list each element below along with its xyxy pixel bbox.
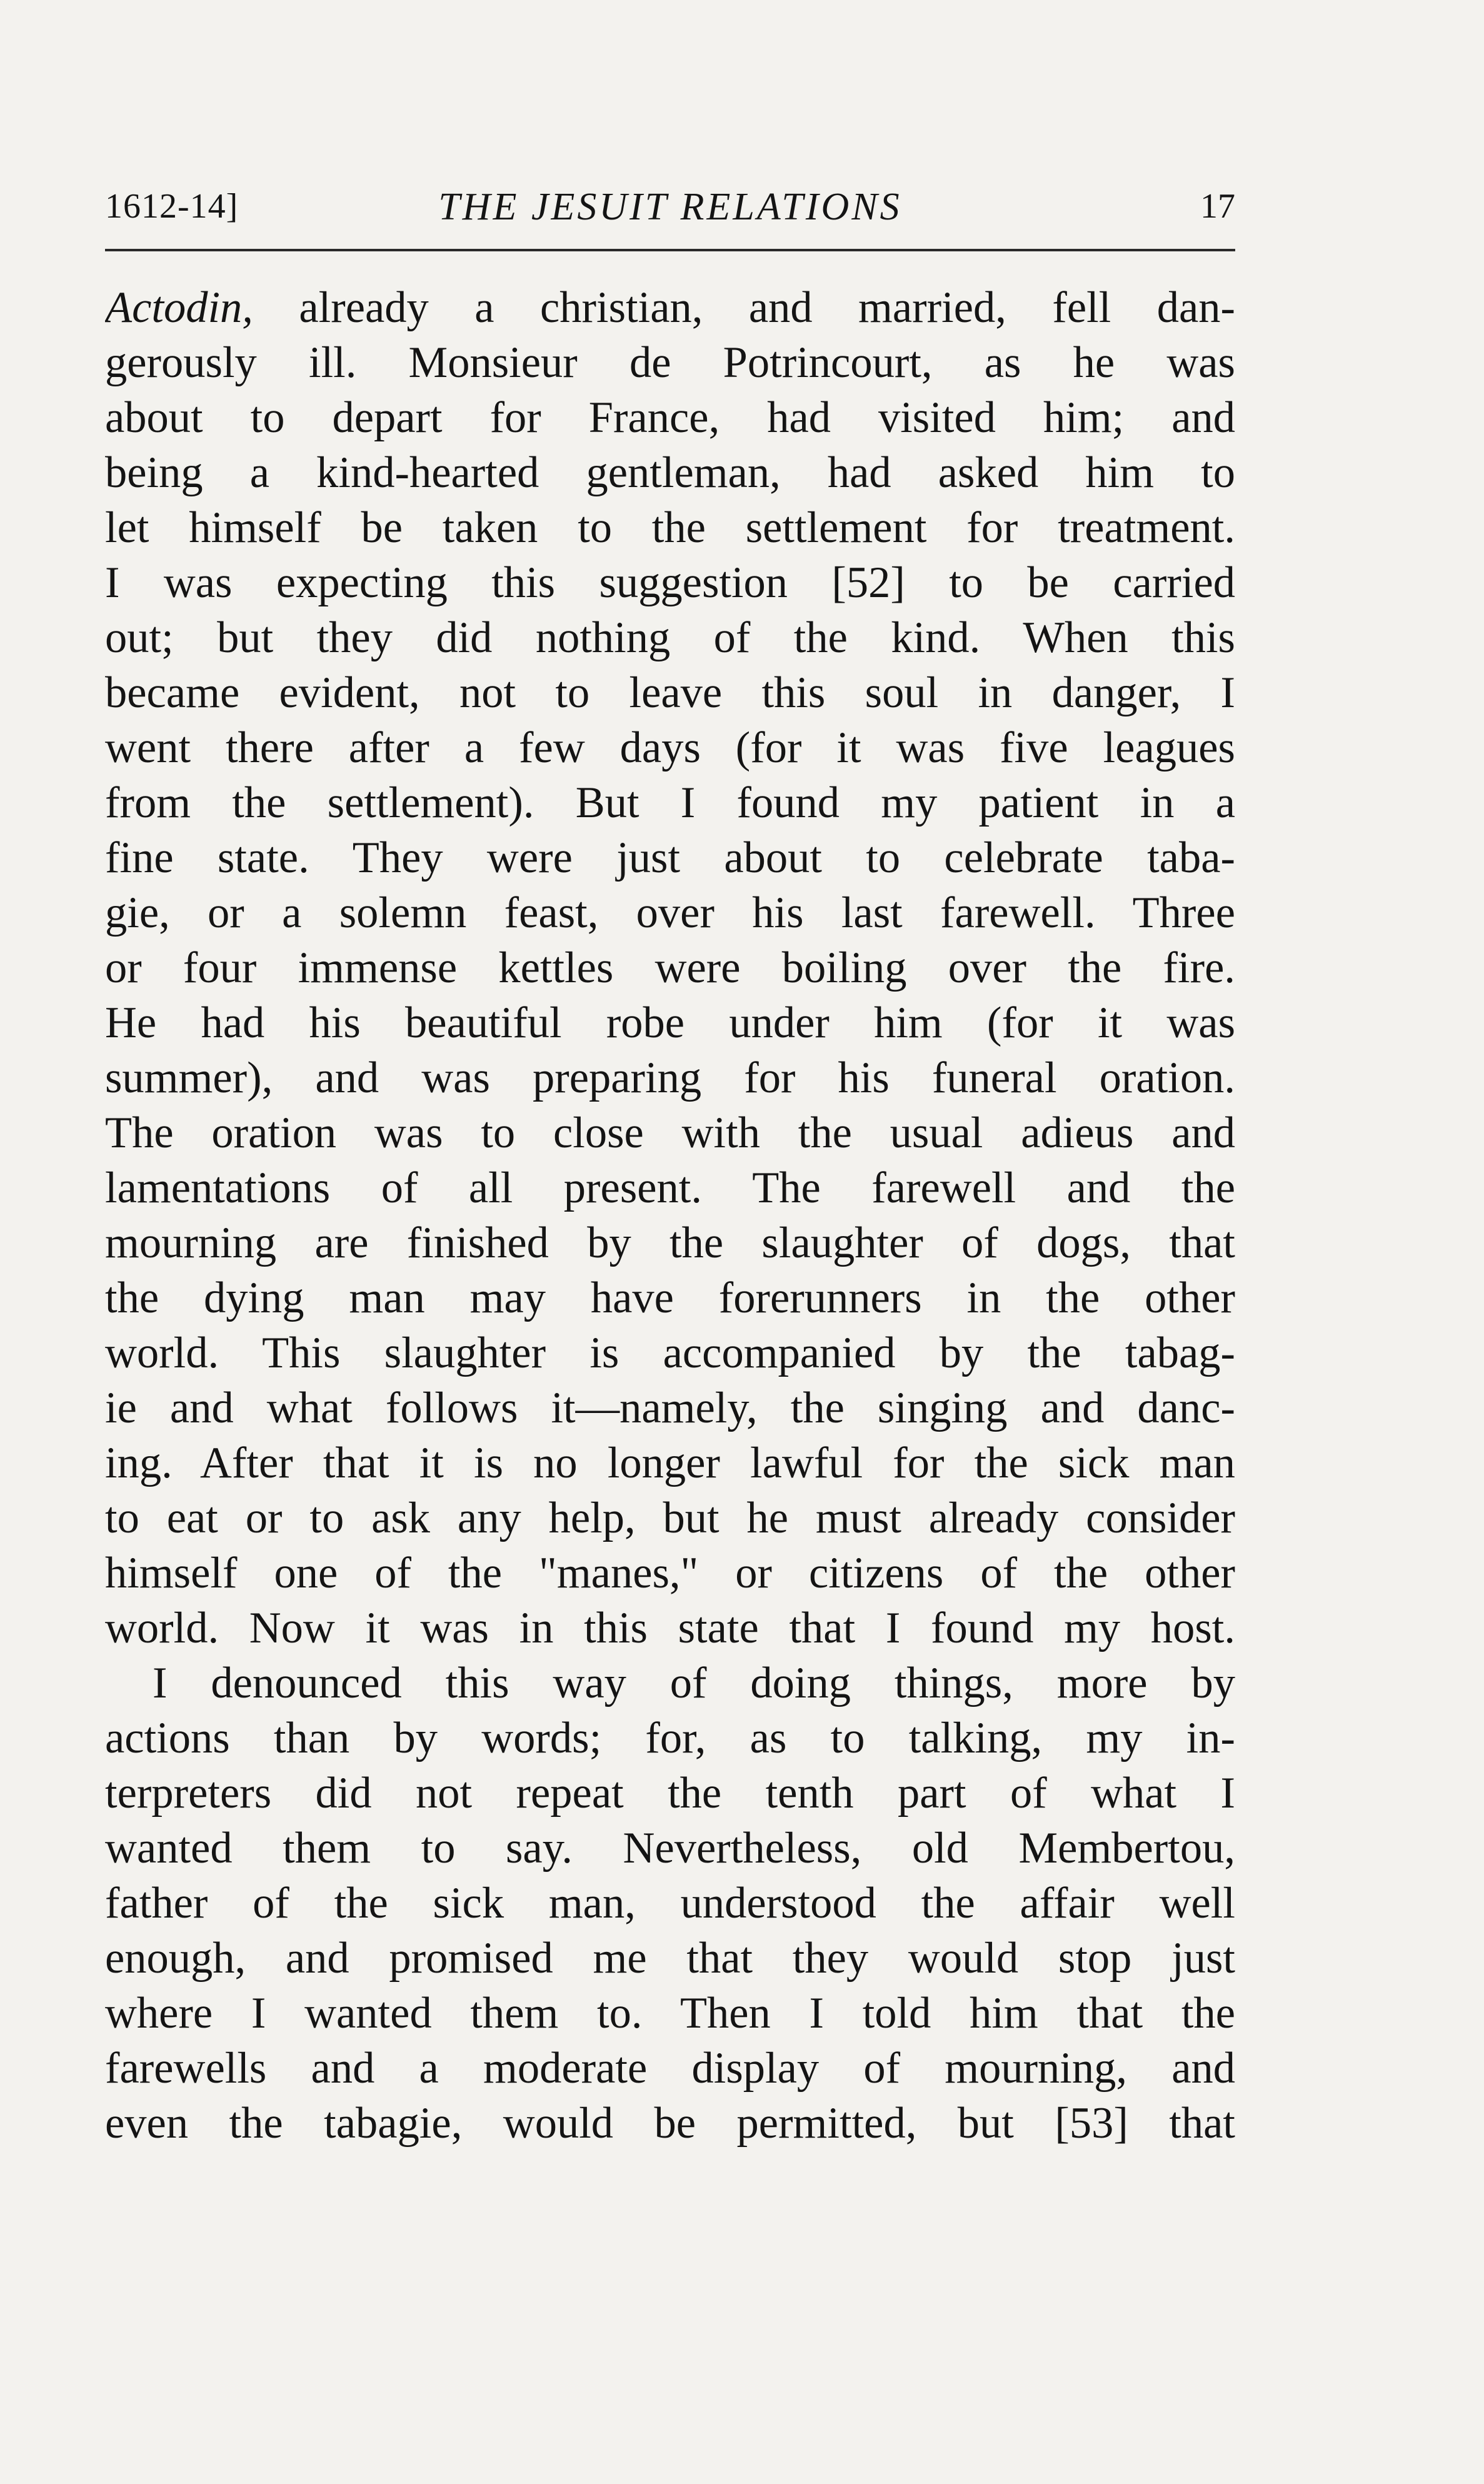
- italic-name: Actodin,: [105, 283, 253, 332]
- body-text: [105, 280, 1235, 2151]
- text-line: fine state. They were just about to celebrate taba-: [105, 833, 1235, 882]
- text-line: ing. After that it is no longer lawful for the sick man: [105, 1439, 1235, 1487]
- page-number: 17: [1200, 187, 1235, 226]
- text-line: mourning are finished by the slaughter of dogs, that: [105, 1219, 1235, 1267]
- text-line: Actodin, already a christian, and married, fell dan-: [105, 283, 1235, 332]
- text-line: about to depart for France, had visited him; and: [105, 393, 1235, 442]
- text-line: gerously ill. Monsieur de Potrincourt, as he was: [105, 338, 1235, 387]
- text-line: went there after a few days (for it was five leagues: [105, 723, 1235, 772]
- text-line: the dying man may have forerunners in the other: [105, 1274, 1235, 1322]
- text-line: became evident, not to leave this soul in danger, I: [105, 668, 1235, 717]
- text-line: where I wanted them to. Then I told him that the: [105, 1989, 1235, 2038]
- text-line: out; but they did nothing of the kind. When this: [105, 613, 1235, 662]
- text-line: wanted them to say. Nevertheless, old Membertou,: [105, 1824, 1235, 1873]
- text-line: enough, and promised me that they would stop just: [105, 1934, 1235, 1983]
- text-line: actions than by words; for, as to talking, my in-: [105, 1714, 1235, 1762]
- text-line: father of the sick man, understood the affair well: [105, 1879, 1235, 1928]
- text-line: even the tabagie, would be permitted, but [53] that: [105, 2099, 1235, 2148]
- text-line: world. Now it was in this state that I found my host.: [105, 1604, 1235, 1652]
- text-line: gie, or a solemn feast, over his last farewell. Three: [105, 888, 1235, 937]
- text-line: to eat or to ask any help, but he must already consider: [105, 1494, 1235, 1542]
- running-title: THE JESUIT RELATIONS: [438, 186, 902, 228]
- text-line: world. This slaughter is accompanied by the tabag-: [105, 1329, 1235, 1377]
- text-line: himself one of the "manes," or citizens of the other: [105, 1549, 1235, 1597]
- text-line: I was expecting this suggestion [52] to be carried: [105, 558, 1235, 607]
- text-line: terpreters did not repeat the tenth part of what I: [105, 1769, 1235, 1818]
- text-line: lamentations of all present. The farewell and the: [105, 1164, 1235, 1212]
- text-line: being a kind-hearted gentleman, had asked him to: [105, 448, 1235, 497]
- text-line: from the settlement). But I found my patient in a: [105, 778, 1235, 827]
- page-header: [105, 168, 1235, 251]
- text-line: The oration was to close with the usual adieus and: [105, 1109, 1235, 1157]
- header-years: 1612-14]: [105, 187, 239, 226]
- text-line: summer), and was preparing for his funeral oration.: [105, 1053, 1235, 1102]
- text-line: let himself be taken to the settlement for treatment.: [105, 503, 1235, 552]
- text-line: He had his beautiful robe under him (for it was: [105, 998, 1235, 1047]
- text-line: ie and what follows it—namely, the singing and danc-: [105, 1384, 1235, 1432]
- text-line: I denounced this way of doing things, more by: [153, 1659, 1235, 1707]
- text-line: or four immense kettles were boiling over the fire.: [105, 943, 1235, 992]
- text-line: farewells and a moderate display of mourning, and: [105, 2044, 1235, 2093]
